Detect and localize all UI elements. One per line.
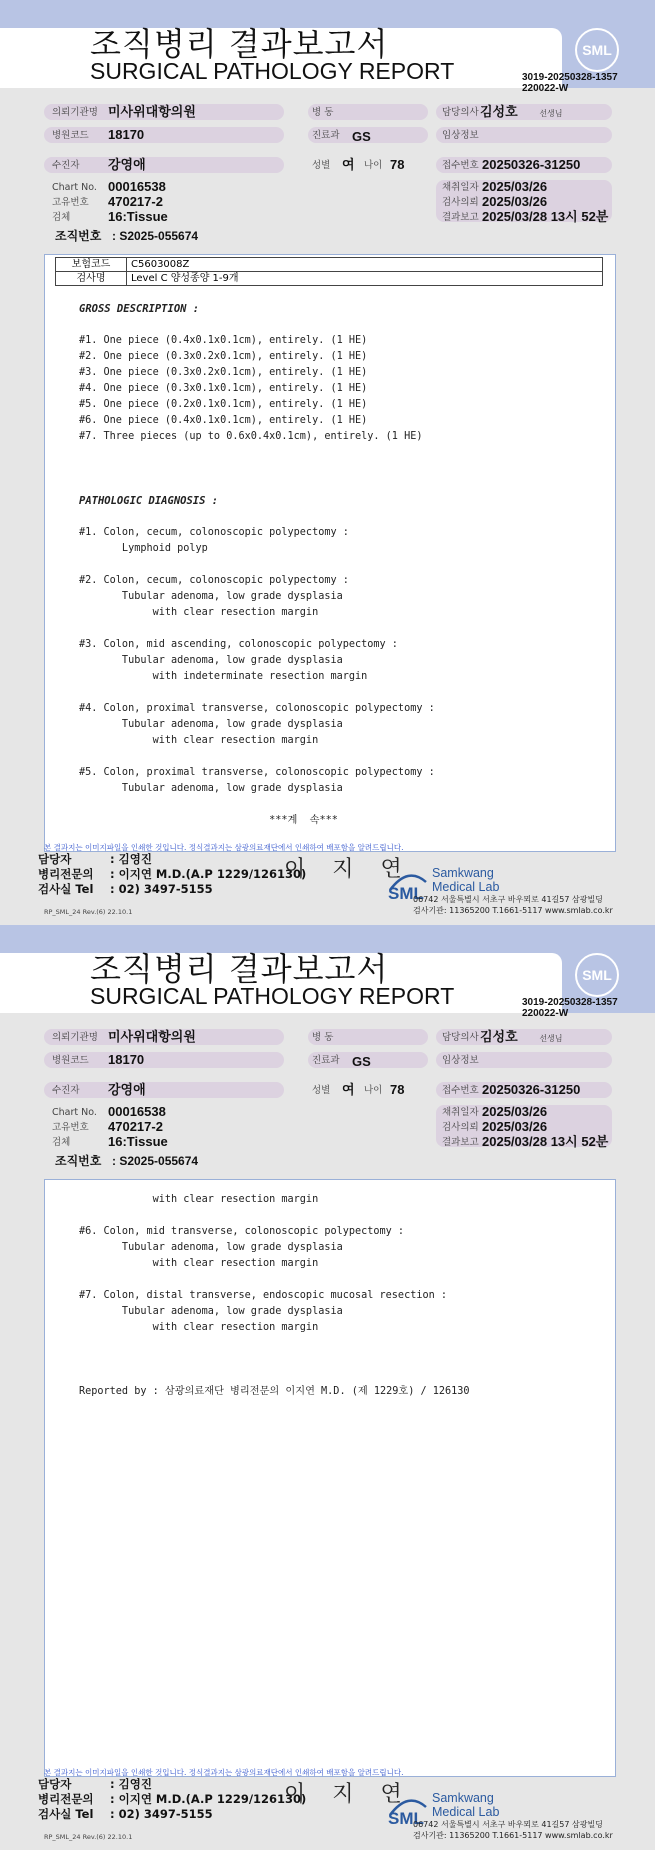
report-line: Tubular adenoma, low grade dysplasia xyxy=(79,719,343,730)
pathologist-value: : 이지연 M.D.(A.P 1229/126130) xyxy=(110,867,307,881)
report-line: with clear resection margin xyxy=(79,1194,319,1205)
age-value: 78 xyxy=(390,157,405,172)
unique-no-label: 고유번호 xyxy=(52,197,89,208)
lab-address: 06742 서울특별시 서초구 바우뫼로 41길57 삼광빌딩 검사기관: 11365200 T.1661-5117 www.smlab.co.kr xyxy=(413,1820,613,1840)
report-body xyxy=(44,254,616,852)
report-line: #1. Colon, cecum, colonoscopic polypectomy : xyxy=(79,527,349,538)
patient-pill xyxy=(44,1082,284,1098)
table-row xyxy=(56,258,603,272)
dept-value: GS xyxy=(352,129,371,144)
chart-label: Chart No. xyxy=(52,1107,97,1118)
request-label: 검사의뢰 xyxy=(442,197,479,208)
section-heading: GROSS DESCRIPTION : xyxy=(79,303,200,315)
doctor-value: 김성호 선생님 xyxy=(480,104,563,119)
insurance-table xyxy=(55,257,603,286)
report-date-value: 2025/03/28 13시 52분 xyxy=(482,1134,609,1149)
report-line: with indeterminate resection margin xyxy=(79,671,368,682)
report-date-label: 결과보고 xyxy=(442,1137,479,1148)
sex-value: 여 xyxy=(342,157,355,172)
age-label: 나이 xyxy=(364,160,383,171)
tissue-no-label: 조직번호 xyxy=(55,1154,102,1168)
receipt-label: 접수번호 xyxy=(442,1085,479,1096)
report-number: 3019-20250328-1357 220022-W xyxy=(522,72,618,94)
institution-value: 미사위대항의원 xyxy=(108,1029,196,1044)
request-value: 2025/03/26 xyxy=(482,1119,548,1134)
report-line: Reported by : 삼광의료재단 병리전문의 이지연 M.D. (제 1229호) / 126130 xyxy=(79,1386,470,1397)
hospital-code-value: 18170 xyxy=(108,1052,145,1067)
report-line: Tubular adenoma, low grade dysplasia xyxy=(79,591,343,602)
sex-label: 성별 xyxy=(312,1085,331,1096)
tel-label: 검사실 Tel xyxy=(38,882,94,896)
report-line: #5. Colon, proximal transverse, colonoscopic polypectomy : xyxy=(79,767,435,778)
report-date-label: 결과보고 xyxy=(442,212,479,223)
lab-name: Samkwang Medical Lab xyxy=(432,866,500,894)
tel-value: : 02) 3497-5155 xyxy=(110,1807,213,1821)
collect-value: 2025/03/26 xyxy=(482,179,548,194)
unique-no-value: 470217-2 xyxy=(108,1119,163,1134)
patient-label: 수진자 xyxy=(52,160,80,171)
tissue-no-value: : S2025-055674 xyxy=(112,229,199,243)
sml-logo-icon: SML xyxy=(575,953,619,997)
request-label: 검사의뢰 xyxy=(442,1122,479,1133)
report-line: with clear resection margin xyxy=(79,1322,319,1333)
ward-label: 병 동 xyxy=(312,107,334,118)
institution-value: 미사위대항의원 xyxy=(108,104,196,119)
form-revision: RP_SML_24 Rev.(6) 22.10.1 xyxy=(44,1833,133,1841)
age-value: 78 xyxy=(390,1082,405,1097)
report-line: #6. One piece (0.4x0.1x0.1cm), entirely. (1 HE) xyxy=(79,415,368,426)
lab-address: 06742 서울특별시 서초구 바우뫼로 41길57 삼광빌딩 검사기관: 11365200 T.1661-5117 www.smlab.co.kr xyxy=(413,895,613,915)
unique-no-label: 고유번호 xyxy=(52,1122,89,1133)
patient-label: 수진자 xyxy=(52,1085,80,1096)
unique-no-value: 470217-2 xyxy=(108,194,163,209)
print-notice: 본 결과지는 이미지파일을 인쇄한 것입니다. 정식결과지는 삼광의료재단에서 인쇄하여 배포함을 알려드립니다. xyxy=(44,843,404,852)
report-line: with clear resection margin xyxy=(79,607,319,618)
sex-value: 여 xyxy=(342,1082,355,1097)
dept-label: 진료과 xyxy=(312,130,340,141)
pathologist-label: 병리전문의 xyxy=(38,1792,94,1806)
print-notice: 본 결과지는 이미지파일을 인쇄한 것입니다. 정식결과지는 삼광의료재단에서 인쇄하여 배포함을 알려드립니다. xyxy=(44,1768,404,1777)
report-line: with clear resection margin xyxy=(79,1258,319,1269)
staff-value: : 김영진 xyxy=(110,1777,152,1791)
specimen-value: 16:Tissue xyxy=(108,209,168,224)
test-name-value: Level C 양성종양 1-9개 xyxy=(127,272,603,286)
report-line: #3. Colon, mid ascending, colonoscopic polypectomy : xyxy=(79,639,398,650)
chart-label: Chart No. xyxy=(52,182,97,193)
collect-label: 채취일자 xyxy=(442,182,479,193)
report-number: 3019-20250328-1357 220022-W xyxy=(522,997,618,1019)
dept-value: GS xyxy=(352,1054,371,1069)
specimen-label: 검체 xyxy=(52,212,71,223)
collect-label: 채취일자 xyxy=(442,1107,479,1118)
chart-value: 00016538 xyxy=(108,179,166,194)
receipt-value: 20250326-31250 xyxy=(482,1082,581,1097)
form-revision: RP_SML_24 Rev.(6) 22.10.1 xyxy=(44,908,133,916)
patient-name: 강영애 xyxy=(108,157,146,172)
staff-label: 담당자 xyxy=(38,1777,72,1791)
report-line: #2. Colon, cecum, colonoscopic polypectomy : xyxy=(79,575,349,586)
collect-value: 2025/03/26 xyxy=(482,1104,548,1119)
request-value: 2025/03/26 xyxy=(482,194,548,209)
patient-pill xyxy=(44,157,284,173)
report-line: Lymphoid polyp xyxy=(79,543,208,554)
report-line: #1. One piece (0.4x0.1x0.1cm), entirely. (1 HE) xyxy=(79,335,368,346)
tel-label: 검사실 Tel xyxy=(38,1807,94,1821)
report-line: Tubular adenoma, low grade dysplasia xyxy=(79,1306,343,1317)
sex-label: 성별 xyxy=(312,160,331,171)
report-line: ***계 속*** xyxy=(79,815,338,826)
pathologist-signature: 이 지 연 xyxy=(284,1782,412,1807)
clinical-info-label: 임상정보 xyxy=(442,130,479,141)
hospital-code-label: 병원코드 xyxy=(52,1055,89,1066)
report-title-korean: 조직병리 결과보고서 xyxy=(90,950,389,988)
ward-label: 병 동 xyxy=(312,1032,334,1043)
specimen-value: 16:Tissue xyxy=(108,1134,168,1149)
insurance-code-value: C5603008Z xyxy=(127,258,603,272)
report-line: #5. One piece (0.2x0.1x0.1cm), entirely. (1 HE) xyxy=(79,399,368,410)
test-name-label: 검사명 xyxy=(56,272,127,286)
report-line: Tubular adenoma, low grade dysplasia xyxy=(79,655,343,666)
report-line: Tubular adenoma, low grade dysplasia xyxy=(79,1242,343,1253)
section-heading: PATHOLOGIC DIAGNOSIS : xyxy=(79,495,219,507)
report-line: #4. Colon, proximal transverse, colonoscopic polypectomy : xyxy=(79,703,435,714)
doctor-label: 담당의사 xyxy=(442,1032,479,1043)
specimen-label: 검체 xyxy=(52,1137,71,1148)
dept-label: 진료과 xyxy=(312,1055,340,1066)
staff-value: : 김영진 xyxy=(110,852,152,866)
pathologist-signature: 이 지 연 xyxy=(284,857,412,882)
svg-text:SML: SML xyxy=(388,1809,424,1827)
report-title-english: SURGICAL PATHOLOGY REPORT xyxy=(90,58,455,84)
tel-value: : 02) 3497-5155 xyxy=(110,882,213,896)
tissue-no-value: : S2025-055674 xyxy=(112,1154,199,1168)
institution-label: 의뢰기관명 xyxy=(52,1032,98,1043)
age-label: 나이 xyxy=(364,1085,383,1096)
table-row xyxy=(56,272,603,286)
lab-name: Samkwang Medical Lab xyxy=(432,1791,500,1819)
report-line: #6. Colon, mid transverse, colonoscopic polypectomy : xyxy=(79,1226,405,1237)
report-line: #7. Three pieces (up to 0.6x0.4x0.1cm), entirely. (1 HE) xyxy=(79,431,423,442)
receipt-label: 접수번호 xyxy=(442,160,479,171)
svg-text:SML: SML xyxy=(388,884,424,902)
hospital-code-value: 18170 xyxy=(108,127,145,142)
doctor-label: 담당의사 xyxy=(442,107,479,118)
receipt-value: 20250326-31250 xyxy=(482,157,581,172)
report-body xyxy=(44,1179,616,1777)
report-title-english: SURGICAL PATHOLOGY REPORT xyxy=(90,983,455,1009)
clinical-info-label: 임상정보 xyxy=(442,1055,479,1066)
report-line: #4. One piece (0.3x0.1x0.1cm), entirely. (1 HE) xyxy=(79,383,368,394)
report-line: #7. Colon, distal transverse, endoscopic mucosal resection : xyxy=(79,1290,448,1301)
institution-label: 의뢰기관명 xyxy=(52,107,98,118)
sml-logo-icon: SML xyxy=(575,28,619,72)
report-line: #2. One piece (0.3x0.2x0.1cm), entirely. (1 HE) xyxy=(79,351,368,362)
doctor-value: 김성호 선생님 xyxy=(480,1029,563,1044)
report-line: with clear resection margin xyxy=(79,735,319,746)
tissue-no-label: 조직번호 xyxy=(55,229,102,243)
report-page-2 xyxy=(0,925,655,1850)
report-line: #3. One piece (0.3x0.2x0.1cm), entirely. (1 HE) xyxy=(79,367,368,378)
patient-name: 강영애 xyxy=(108,1082,146,1097)
pathologist-value: : 이지연 M.D.(A.P 1229/126130) xyxy=(110,1792,307,1806)
pathologist-label: 병리전문의 xyxy=(38,867,94,881)
report-date-value: 2025/03/28 13시 52분 xyxy=(482,209,609,224)
report-line: Tubular adenoma, low grade dysplasia xyxy=(79,783,343,794)
chart-value: 00016538 xyxy=(108,1104,166,1119)
hospital-code-label: 병원코드 xyxy=(52,130,89,141)
staff-label: 담당자 xyxy=(38,852,72,866)
insurance-code-label: 보험코드 xyxy=(56,258,127,272)
report-title-korean: 조직병리 결과보고서 xyxy=(90,25,389,63)
